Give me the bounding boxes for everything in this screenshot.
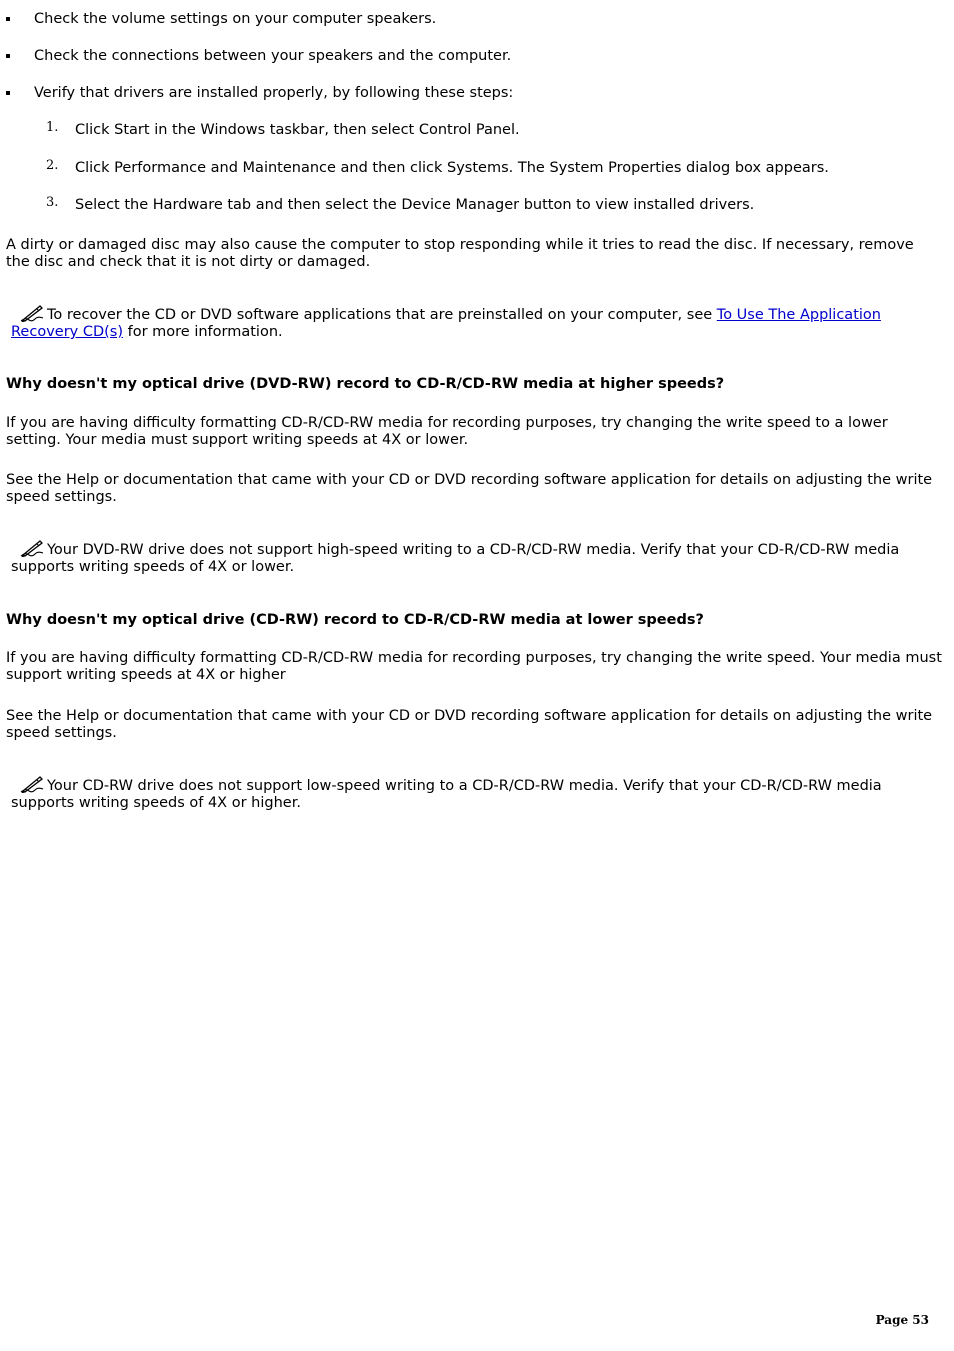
bullet-square-icon: [6, 91, 10, 95]
bullet-text: Check the connections between your speakers and the computer.: [34, 48, 512, 64]
section-heading-cd-rw: Why doesn't my optical drive (CD-RW) record to CD-R/CD-RW media at lower speeds?: [6, 612, 704, 628]
note-text-after: for more information.: [123, 324, 283, 340]
bullet-square-icon: [6, 17, 10, 21]
step-text: Click Start in the Windows taskbar, then select Control Panel.: [75, 122, 520, 138]
step-number: 2.: [46, 158, 59, 173]
paragraph: See the Help or documentation that came with your CD or DVD recording software application for details on adjusting the write speed settings.: [6, 472, 933, 505]
bullet-text: Verify that drivers are installed properly, by following these steps:: [34, 85, 514, 101]
step-text: Select the Hardware tab and then select the Device Manager button to view installed drivers.: [75, 197, 755, 213]
step-text: Click Performance and Maintenance and then click Systems. The System Properties dialog box appears.: [75, 160, 829, 176]
note-dvd-rw: [11, 539, 941, 576]
step-number: 1.: [46, 120, 59, 135]
note-cd-rw: [11, 775, 941, 812]
note-pen-icon: [20, 775, 44, 793]
note-text: Your CD-RW drive does not support low-speed writing to a CD-R/CD-RW media. Verify that your CD-R/CD-RW media supports writing speeds of 4X or higher.: [11, 778, 882, 811]
note-text-before: To recover the CD or DVD software applications that are preinstalled on your computer, see: [47, 307, 717, 323]
note-recover-software: [11, 304, 941, 341]
section-heading-dvd-rw: Why doesn't my optical drive (DVD-RW) record to CD-R/CD-RW media at higher speeds?: [6, 376, 725, 392]
bullet-text: Check the volume settings on your computer speakers.: [34, 11, 437, 27]
paragraph: See the Help or documentation that came with your CD or DVD recording software application for details on adjusting the write speed settings.: [6, 708, 933, 741]
note-pen-icon: [20, 304, 44, 322]
paragraph: If you are having difficulty formatting CD-R/CD-RW media for recording purposes, try changing the write speed to a lower setting. Your media must support writing speeds at 4X or lower.: [6, 415, 888, 448]
step-number: 3.: [46, 195, 59, 210]
application-recovery-link[interactable]: To Use The Application Recovery CD(s): [11, 307, 881, 340]
note-pen-icon: [20, 539, 44, 557]
bullet-square-icon: [6, 54, 10, 58]
dirty-disc-paragraph: A dirty or damaged disc may also cause the computer to stop responding while it tries to read the disc. If necessary, remove the disc and check that it is not dirty or damaged.: [6, 237, 914, 270]
paragraph: If you are having difficulty formatting CD-R/CD-RW media for recording purposes, try changing the write speed. Your media must support writing speeds at 4X or higher: [6, 650, 942, 683]
note-text: Your DVD-RW drive does not support high-speed writing to a CD-R/CD-RW media. Verify that your CD-R/CD-RW media supports writing speeds of 4X or lower.: [11, 542, 900, 575]
page-number: Page 53: [875, 1313, 929, 1327]
